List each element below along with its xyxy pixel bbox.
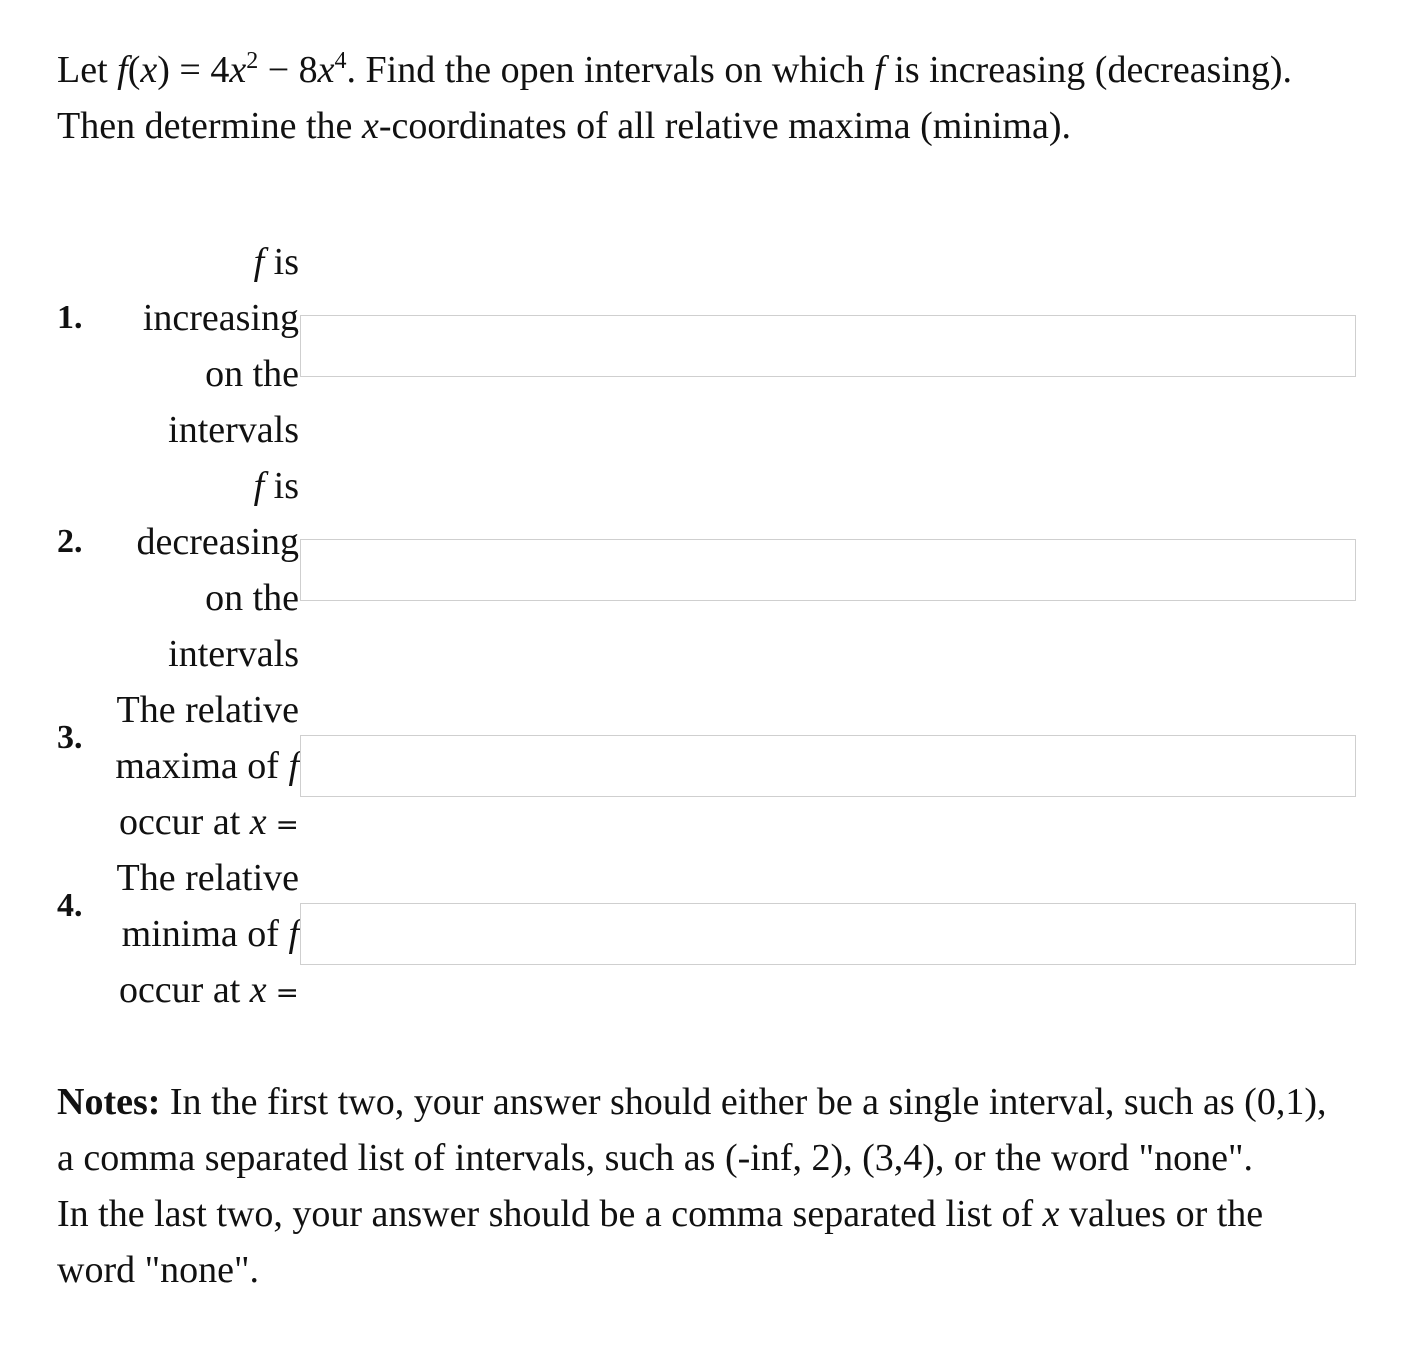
notes-paragraph-2 xyxy=(57,1186,1347,1298)
question-number-1: 1. xyxy=(57,299,83,336)
math-exponent: 2 xyxy=(246,48,259,74)
math-func-f: f xyxy=(288,745,299,787)
math-func-f: f xyxy=(117,49,128,91)
question-label-2 xyxy=(137,458,299,682)
label-text: increasing xyxy=(142,297,299,339)
math-func-f: f xyxy=(874,49,885,91)
decreasing-intervals-input[interactable] xyxy=(300,539,1356,601)
math-var-x: x xyxy=(1042,1193,1060,1235)
math-func-f: f xyxy=(288,913,299,955)
label-text: decreasing xyxy=(136,521,299,563)
relative-maxima-input[interactable] xyxy=(300,735,1356,797)
equals-sign: = xyxy=(266,808,299,841)
label-text: minima of xyxy=(121,913,289,955)
math-expr-part: − 8 xyxy=(258,49,318,91)
math-func-f: f xyxy=(253,241,265,283)
math-func-f: f xyxy=(253,465,265,507)
question-label-3 xyxy=(115,682,299,853)
math-var-x: x xyxy=(317,49,335,91)
label-text: occur at xyxy=(118,969,250,1011)
math-expr-part: ) = 4 xyxy=(157,49,230,91)
label-text: on the xyxy=(205,353,299,395)
problem-text: . Find the open intervals on which xyxy=(346,49,875,91)
question-number-2: 2. xyxy=(57,523,83,560)
problem-intro-text: Let xyxy=(57,49,118,91)
question-label-4 xyxy=(116,850,299,1021)
label-text: is xyxy=(264,241,299,283)
math-var-x: x xyxy=(249,801,267,843)
equals-sign: = xyxy=(266,976,299,1009)
notes-label: Notes: xyxy=(57,1081,161,1123)
notes-section xyxy=(57,1074,1347,1298)
label-text: maxima of xyxy=(115,745,289,787)
problem-text: -coordinates of all relative maxima (minima). xyxy=(378,105,1071,147)
increasing-intervals-input[interactable] xyxy=(300,315,1356,377)
label-text: The relative xyxy=(116,689,299,731)
question-number-4: 4. xyxy=(57,887,83,924)
label-text: is xyxy=(264,465,299,507)
label-text: intervals xyxy=(168,633,299,675)
notes-paragraph-1 xyxy=(57,1074,1347,1186)
relative-minima-input[interactable] xyxy=(300,903,1356,965)
notes-text: values or the word "none". xyxy=(57,1193,1264,1291)
label-text: on the xyxy=(205,577,299,619)
math-var-x: x xyxy=(249,969,267,1011)
math-exponent: 4 xyxy=(334,48,347,74)
problem-text: is increasing (decreasing). Then determine the xyxy=(57,49,1293,147)
question-number-3: 3. xyxy=(57,719,83,756)
problem-statement xyxy=(57,42,1347,154)
math-paren-open: ( xyxy=(127,49,141,91)
label-text: occur at xyxy=(118,801,250,843)
math-var-x: x xyxy=(229,49,247,91)
question-label-1 xyxy=(143,234,299,458)
math-var-x: x xyxy=(361,105,379,147)
math-var-x: x xyxy=(140,49,158,91)
label-text: The relative xyxy=(116,857,299,899)
label-text: intervals xyxy=(168,409,299,451)
notes-text: In the first two, your answer should either be a single interval, such as (0,1), a comma separated list of intervals, such as (-inf, 2), (3,4), or the word "none". xyxy=(57,1081,1327,1179)
notes-text: In the last two, your answer should be a comma separated list of xyxy=(57,1193,1043,1235)
